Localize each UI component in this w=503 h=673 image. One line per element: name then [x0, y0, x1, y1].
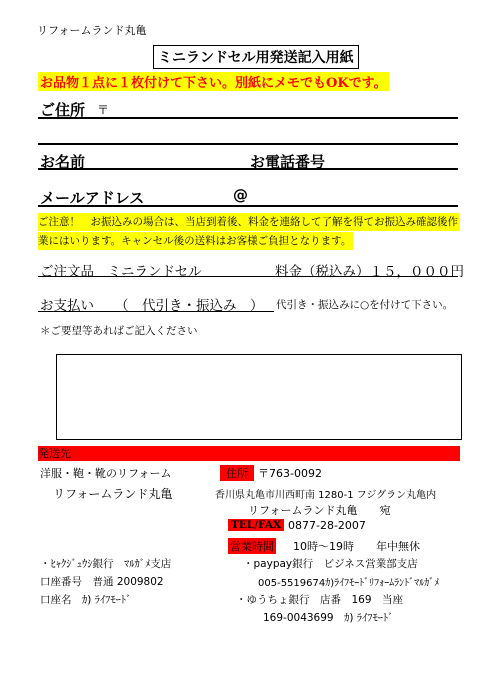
tel-tag: TEL/FAX	[228, 519, 284, 531]
bank2-name: ・paypay銀行 ビジネス営業部支店	[243, 558, 418, 570]
shop-name: リフォームランド丸亀	[53, 487, 173, 501]
recipient-name: リフォームランド丸亀 宛	[248, 504, 391, 517]
payment-note: 代引き・振込みに○を付けて下さい。	[276, 299, 454, 311]
bank1-name: ・ﾋｬｸｼﾞｭｳｼ銀行 ﾏﾙｶﾞﾒ支店	[40, 558, 172, 570]
name-phone-line[interactable]	[38, 168, 458, 170]
price-label: 料金（税込み）１５，０００円	[275, 264, 464, 280]
ship-to-label: 発送先	[38, 447, 71, 460]
notice-banner: お品物１点に１枚付けて下さい。別紙にメモでもOKです。	[38, 72, 389, 91]
name-label: お名前	[40, 153, 86, 171]
ship-to-bar	[38, 446, 460, 461]
address-line-2[interactable]	[38, 143, 458, 145]
payment-label: お支払い	[40, 298, 94, 314]
order-line	[38, 276, 458, 277]
bank2-account: 005-5519674ｶ)ﾗｲﾌﾓｰﾄﾞﾘﾌｫｰﾑﾗﾝﾄﾞﾏﾙｶﾞﾒ	[258, 578, 440, 589]
email-line[interactable]	[38, 205, 458, 207]
bank3-name: ・ゆうちょ銀行 店番 169 当座	[236, 594, 404, 606]
request-textbox[interactable]	[56, 354, 462, 440]
shop-tel: 0877-28-2007	[288, 519, 366, 532]
request-label: ＊ご要望等あればご記入ください	[40, 325, 198, 337]
phone-label: お電話番号	[250, 153, 326, 171]
address-line-1[interactable]	[38, 117, 458, 119]
hours-tag: 営業時間	[230, 540, 274, 553]
bank3-account: 169-0043699 ｶ) ﾗｲﾌﾓｰﾄﾞ	[263, 612, 394, 624]
address-tag: 住所	[220, 465, 254, 481]
address-label: ご住所	[40, 101, 86, 119]
at-mark: @	[233, 186, 248, 204]
shop-tagline: 洋服・鞄・靴のリフォーム	[40, 467, 172, 480]
bank1-account: 口座番号 普通 2009802	[40, 576, 164, 588]
shop-hours: 10時～19時 年中無休	[293, 540, 420, 553]
form-title: ミニランドセル用発送記入用紙	[153, 45, 359, 69]
shop-name-header: リフォームランド丸亀	[37, 24, 147, 37]
payment-line	[38, 311, 274, 312]
order-item-label: ご注文品 ミニランドセル	[40, 264, 202, 280]
caution-line-2: 業にはいります。キャンセル後の送料はお客様ご負担となります。	[38, 232, 353, 250]
caution-line-1: ご注意！ お振込みの場合は、当店到着後、料金を連絡して了解を得てお振込み確認後作	[38, 213, 460, 231]
email-label: メールアドレス	[40, 189, 145, 207]
shop-address: 香川県丸亀市川西町南 1280-1 フジグラン丸亀内	[215, 490, 437, 501]
bank1-holder: 口座名 ｶ) ﾗｲﾌﾓｰﾄﾞ	[40, 594, 132, 606]
postal-mark: 〒	[97, 103, 110, 117]
shop-postal: 〒763-0092	[258, 467, 322, 480]
payment-options[interactable]: （ 代引き・振込み ）	[115, 298, 264, 314]
